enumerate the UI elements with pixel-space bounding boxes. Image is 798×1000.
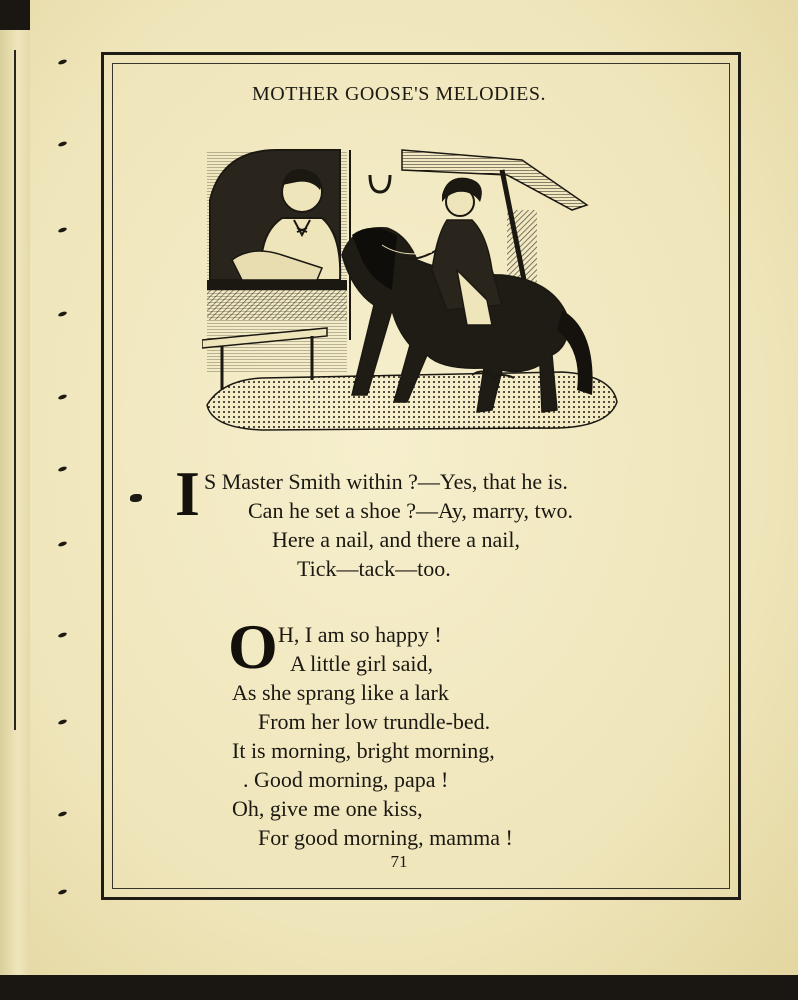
facing-page-edge bbox=[0, 30, 31, 975]
drop-cap-i: I bbox=[175, 458, 200, 529]
gutter-mark bbox=[58, 466, 68, 473]
rhyme-1-line-1: S Master Smith within ?—Yes, that he is. bbox=[204, 469, 568, 494]
rhyme-2-line-6: . Good morning, papa ! bbox=[243, 767, 449, 792]
gutter-mark bbox=[58, 311, 68, 318]
rhyme-1-line-2: Can he set a shoe ?—Ay, marry, two. bbox=[248, 498, 574, 523]
rhyme-2-line-7: Oh, give me one kiss, bbox=[232, 796, 423, 821]
rhyme-2-line-4: From her low trundle-bed. bbox=[258, 709, 491, 734]
gutter-mark bbox=[58, 394, 68, 401]
gutter-mark bbox=[58, 811, 68, 818]
facing-page-frame-edge bbox=[0, 50, 16, 730]
rhyme-2-line-2: A little girl said, bbox=[290, 651, 433, 676]
rhyme-1-line-4: Tick—tack—too. bbox=[297, 556, 451, 581]
gutter-mark bbox=[58, 227, 68, 234]
gutter-mark bbox=[58, 719, 68, 726]
gutter-mark bbox=[58, 59, 68, 66]
gutter-mark bbox=[58, 889, 68, 896]
rhyme-2-line-3: As she sprang like a lark bbox=[232, 680, 449, 705]
rhyme-2-line-8: For good morning, mamma ! bbox=[258, 825, 513, 850]
page-number: 71 bbox=[390, 852, 408, 871]
running-head: MOTHER GOOSE'S MELODIES. bbox=[252, 83, 546, 105]
woodcut-illustration bbox=[202, 140, 622, 435]
rhyme-1-line-3: Here a nail, and there a nail, bbox=[272, 527, 520, 552]
rhyme-2-line-1: H, I am so happy ! bbox=[278, 622, 442, 647]
ornament-mark bbox=[130, 494, 142, 502]
rhyme-2-line-5: It is morning, bright morning, bbox=[232, 738, 495, 763]
drop-cap-o: O bbox=[228, 611, 278, 682]
gutter-mark bbox=[58, 541, 68, 548]
gutter-mark bbox=[58, 632, 68, 639]
gutter-mark bbox=[58, 141, 68, 148]
